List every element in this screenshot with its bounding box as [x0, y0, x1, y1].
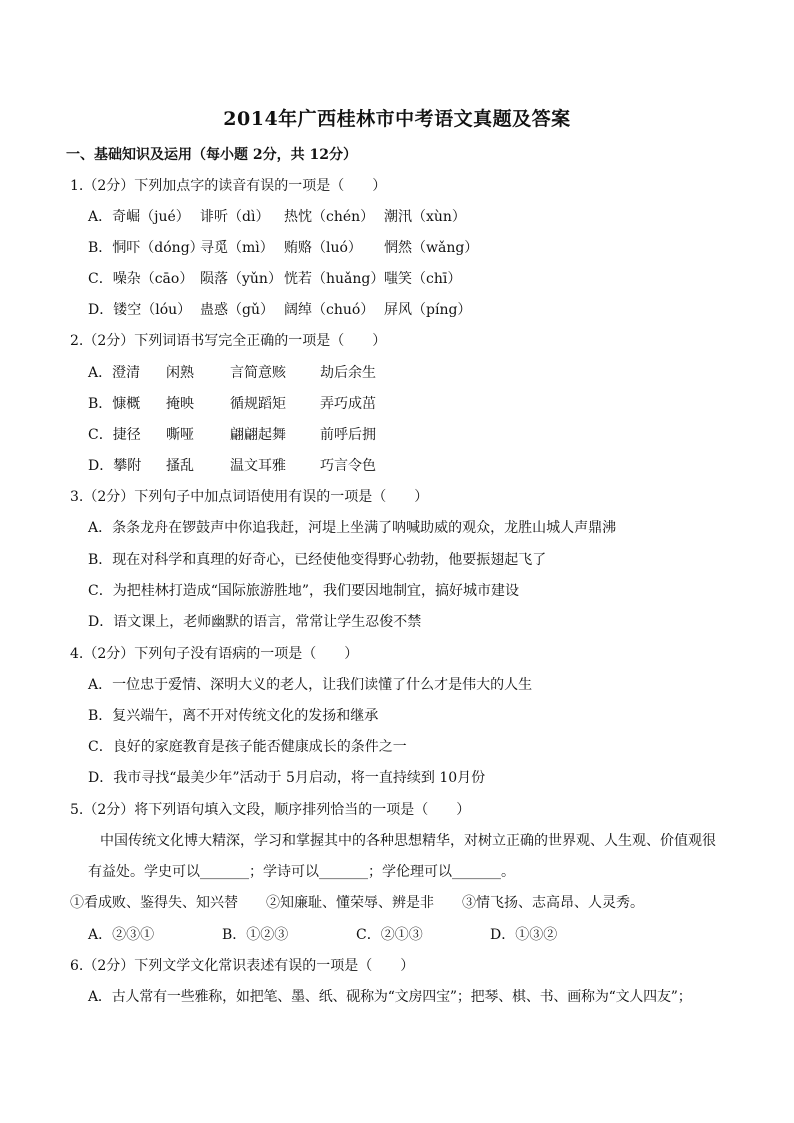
question-4-option-a: A．一位忠于爱情、深明大义的老人，让我们读懂了什么才是伟大的人生: [88, 677, 533, 693]
question-5-sentences: ①看成败、鉴得失、知兴替 ②知廉耻、懂荣辱、辨是非 ③情飞扬、志高昂、人灵秀。: [70, 895, 644, 911]
option-part: 言简意赅: [230, 365, 286, 381]
question-1-option-d: [88, 301, 471, 319]
option-c: C．②①③: [356, 927, 423, 943]
option-a: A．②③①: [88, 927, 155, 943]
question-1-option-b: [88, 239, 478, 257]
question-3-option-a: A．条条龙舟在锣鼓声中你追我赶，河堤上坐满了呐喊助威的观众，龙胜山城人声鼎沸: [88, 520, 617, 536]
question-3-option-b: B．现在对科学和真理的好奇心，已经使他变得野心勃勃，他要振翅起飞了: [88, 552, 547, 568]
option-part: A．奇崛（jué）: [88, 209, 190, 225]
option-d: D．①③②: [490, 927, 558, 943]
question-6-option-a: A．古人常有一些雅称，如把笔、墨、纸、砚称为“文房四宝”；把琴、棋、书、画称为“文人四友”；: [88, 989, 692, 1005]
option-part: D．镂空（lóu）: [88, 302, 192, 318]
option-part: 陨落（yǔn）: [200, 271, 282, 287]
option-part: 闲熟: [166, 365, 194, 381]
option-part: 掩映: [166, 396, 194, 412]
question-3-stem: 3.（2分）下列句子中加点词语使用有误的一项是（ ）: [70, 489, 429, 505]
question-6-stem: 6.（2分）下列文学文化常识表述有误的一项是（ ）: [70, 958, 415, 974]
option-part: 热忱（chén）: [284, 209, 375, 225]
option-part: 嘶哑: [166, 427, 194, 443]
question-2-option-a: [88, 364, 376, 382]
option-part: 阔绰（chuó）: [284, 302, 375, 318]
question-2-option-b: [88, 395, 376, 413]
option-part: 劫后余生: [320, 365, 376, 381]
option-part: B．慷概: [88, 396, 141, 412]
option-part: 嗤笑（chī）: [384, 271, 462, 287]
option-part: 诽听（dì）: [200, 209, 270, 225]
question-1-option-a: [88, 208, 466, 226]
question-5-passage-line-1: 中国传统文化博大精深，学习和掌握其中的各种思想精华，对树立正确的世界观、人生观、价值观很: [100, 833, 716, 849]
option-part: 翩翩起舞: [230, 427, 286, 443]
option-part: B．恫吓（dóng）: [88, 240, 204, 256]
option-part: 巧言令色: [320, 458, 376, 474]
option-part: 温文耳雅: [230, 458, 286, 474]
option-b: B．①②③: [222, 927, 289, 943]
question-3-option-d: D．语文课上，老师幽默的语言，常常让学生忍俊不禁: [88, 614, 422, 630]
question-1-option-c: [88, 270, 461, 288]
option-part: 恍若（huǎng）: [284, 271, 385, 287]
option-part: 循规蹈矩: [230, 396, 286, 412]
question-4-option-d: D．我市寻找“最美少年”活动于 5月启动，将一直持续到 10月份: [88, 770, 486, 786]
option-part: 屏风（píng）: [384, 302, 472, 318]
option-part: 弄巧成茁: [320, 396, 376, 412]
option-part: 搔乱: [166, 458, 194, 474]
option-part: D．攀附: [88, 458, 142, 474]
option-part: 寻觅（mì）: [200, 240, 274, 256]
question-5-passage-line-2: 有益处。学史可以_______；学诗可以_______；学伦理可以_______。: [88, 864, 515, 880]
question-2-stem: 2.（2分）下列词语书写完全正确的一项是（ ）: [70, 333, 387, 349]
question-3-option-c: C．为把桂林打造成“国际旅游胜地”，我们要因地制宜，搞好城市建设: [88, 583, 520, 599]
question-4-option-b: B．复兴端午，离不开对传统文化的发扬和继承: [88, 708, 379, 724]
option-part: 贿赂（luó）: [284, 240, 362, 256]
question-4-stem: 4.（2分）下列句子没有语病的一项是（ ）: [70, 646, 359, 662]
option-part: 潮汛（xùn）: [384, 209, 466, 225]
option-part: 蛊惑（gǔ）: [200, 302, 274, 318]
page-title: 2014年广西桂林市中考语文真题及答案: [223, 108, 571, 130]
option-part: A．澄清: [88, 365, 141, 381]
option-part: C．噪杂（cāo）: [88, 271, 194, 287]
option-part: C．捷径: [88, 427, 141, 443]
question-5-stem: 5.（2分）将下列语句填入文段，顺序排列恰当的一项是（ ）: [70, 802, 471, 818]
question-2-option-d: [88, 457, 376, 475]
option-part: 惘然（wǎng）: [384, 240, 479, 256]
question-4-option-c: C．良好的家庭教育是孩子能否健康成长的条件之一: [88, 739, 407, 755]
question-1-stem: 1.（2分）下列加点字的读音有误的一项是（ ）: [70, 178, 387, 194]
section-heading: 一、基础知识及运用（每小题 2分，共 12分）: [66, 147, 357, 163]
option-part: 前呼后拥: [320, 427, 376, 443]
question-2-option-c: [88, 426, 376, 444]
question-5-options: [88, 926, 624, 944]
